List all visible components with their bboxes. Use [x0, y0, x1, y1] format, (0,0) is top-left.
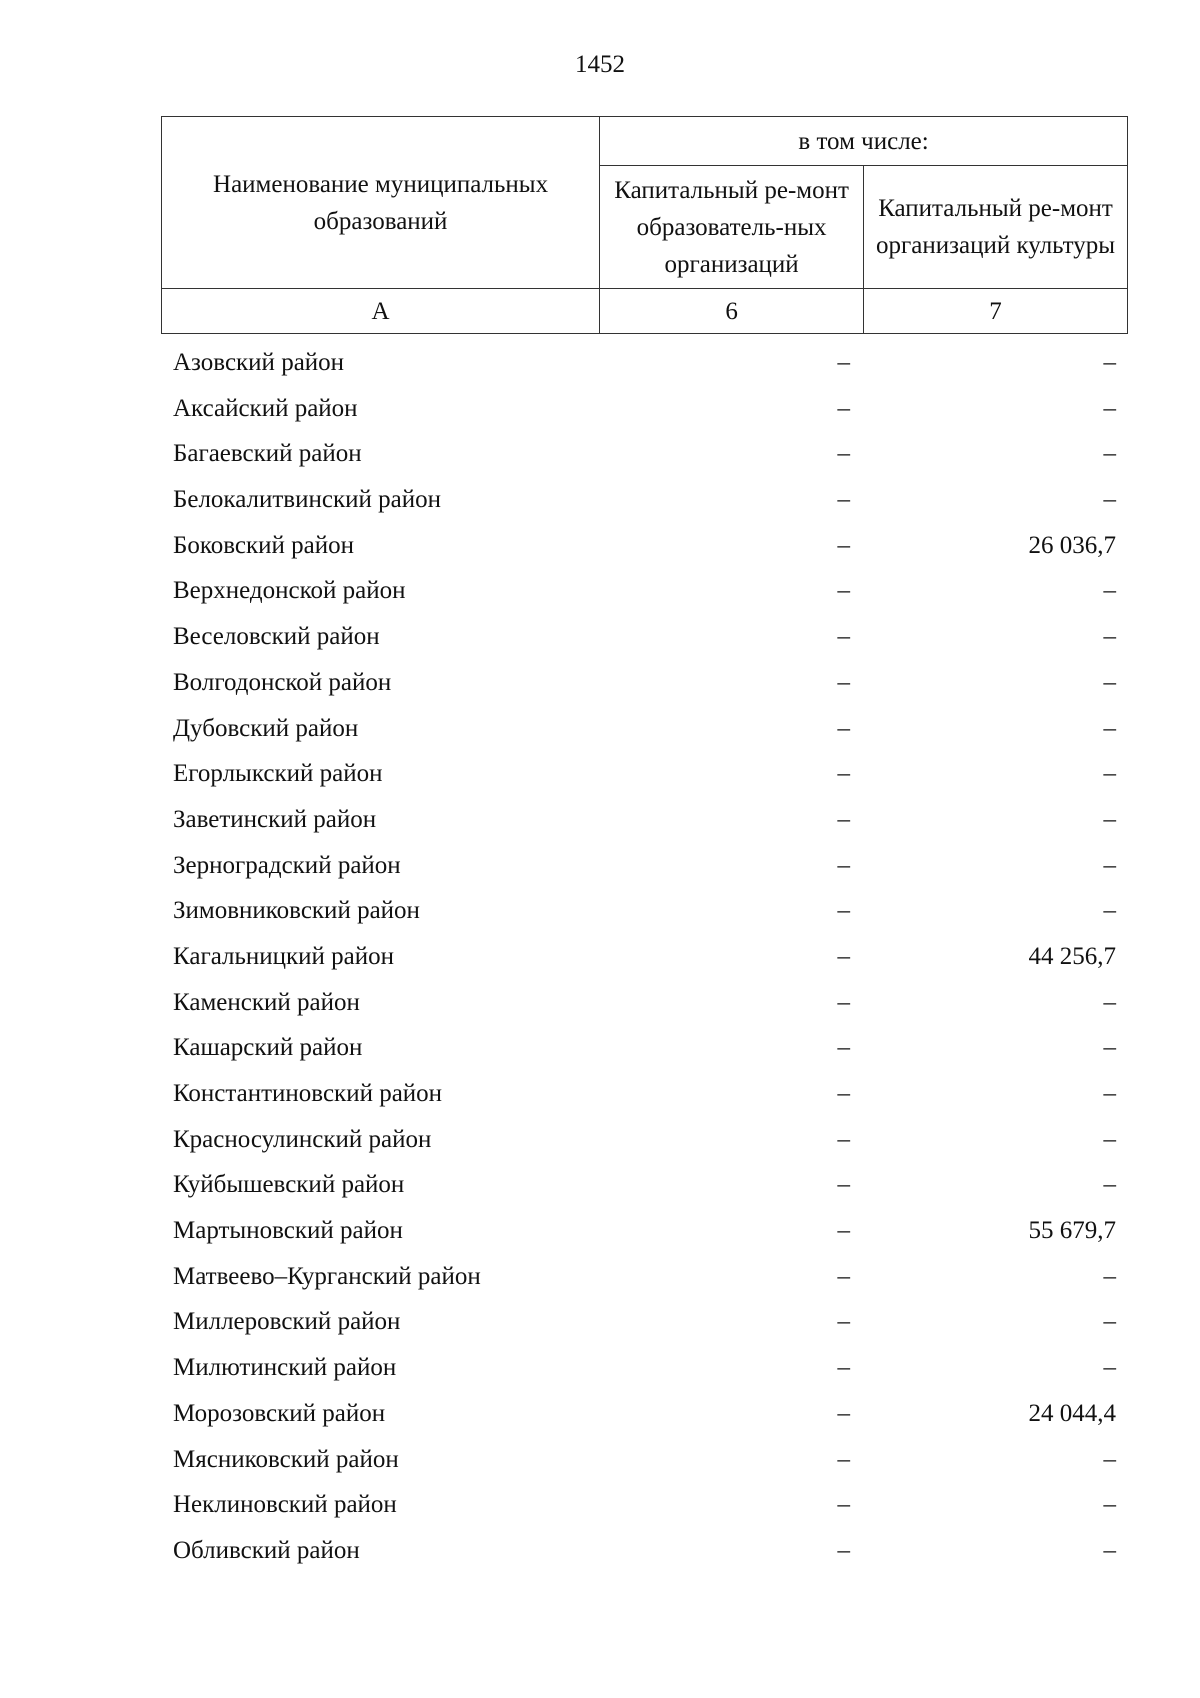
- municipality-name: Боковский район: [173, 531, 354, 559]
- table-row: [161, 340, 1128, 386]
- culture-repair-value: 44 256,7: [1028, 942, 1116, 970]
- education-repair-value: –: [837, 440, 850, 468]
- municipality-name: Волгодонской район: [173, 668, 392, 696]
- culture-repair-value: –: [1103, 1491, 1116, 1519]
- culture-repair-value: –: [1103, 897, 1116, 925]
- municipality-name: Верхнедонской район: [173, 577, 406, 605]
- education-repair-value: –: [837, 1491, 850, 1519]
- header-col6-education-repair: Капитальный ре-монт образователь-ных организаций: [600, 166, 864, 289]
- municipality-name: Куйбышевский район: [173, 1171, 405, 1199]
- table-row: [161, 1071, 1128, 1117]
- culture-repair-value: –: [1103, 1354, 1116, 1382]
- education-repair-value: –: [837, 1308, 850, 1336]
- culture-repair-value: –: [1103, 1080, 1116, 1107]
- table-row: [161, 706, 1128, 752]
- education-repair-value: –: [837, 1445, 850, 1473]
- education-repair-value: –: [837, 851, 850, 879]
- culture-repair-value: –: [1103, 349, 1116, 376]
- municipality-name: Зимовниковский район: [173, 897, 420, 925]
- page-number: 1452: [575, 51, 625, 78]
- culture-repair-value: –: [1103, 805, 1116, 833]
- culture-repair-value: –: [1103, 1536, 1116, 1564]
- table-body: [161, 340, 1128, 1574]
- table-row: [161, 660, 1128, 706]
- education-repair-value: –: [837, 988, 850, 1016]
- culture-repair-value: –: [1103, 1034, 1116, 1062]
- culture-repair-value: –: [1103, 440, 1116, 468]
- municipality-name: Белокалитвинский район: [173, 486, 441, 514]
- education-repair-value: –: [837, 760, 850, 788]
- municipality-name: Матвеево–Курганский район: [173, 1262, 481, 1290]
- table-row: [161, 934, 1128, 980]
- education-repair-value: –: [837, 897, 850, 925]
- education-repair-value: –: [837, 1034, 850, 1062]
- culture-repair-value: –: [1103, 1171, 1116, 1199]
- culture-repair-value: 24 044,4: [1028, 1399, 1116, 1427]
- table-row: [161, 1528, 1128, 1574]
- table-row: [161, 751, 1128, 797]
- municipality-name: Мясниковский район: [173, 1445, 399, 1473]
- education-repair-value: –: [837, 668, 850, 696]
- table-row: [161, 1437, 1128, 1483]
- culture-repair-value: –: [1103, 1308, 1116, 1336]
- table-row: [161, 1208, 1128, 1254]
- header-col7-culture-repair: Капитальный ре-монт организаций культуры: [864, 166, 1128, 289]
- table-row: [161, 431, 1128, 477]
- culture-repair-value: –: [1103, 394, 1116, 422]
- municipality-name: Егорлыкский район: [173, 760, 383, 788]
- municipality-name: Милютинский район: [173, 1354, 397, 1382]
- municipality-name: Заветинский район: [173, 805, 377, 833]
- table-row: [161, 1025, 1128, 1071]
- municipality-name: Каменский район: [173, 988, 360, 1016]
- education-repair-value: –: [837, 805, 850, 833]
- table-row: [161, 980, 1128, 1026]
- culture-repair-value: –: [1103, 1445, 1116, 1473]
- education-repair-value: –: [837, 1262, 850, 1290]
- education-repair-value: –: [837, 1399, 850, 1427]
- header-name-column: Наименование муниципальных образований: [162, 117, 600, 289]
- culture-repair-value: –: [1103, 668, 1116, 696]
- education-repair-value: –: [837, 942, 850, 970]
- education-repair-value: –: [837, 1171, 850, 1199]
- culture-repair-value: –: [1103, 577, 1116, 605]
- municipality-name: Морозовский район: [173, 1399, 386, 1427]
- education-repair-value: –: [837, 577, 850, 605]
- municipality-name: Веселовский район: [173, 623, 380, 651]
- municipality-name: Красносулинский район: [173, 1125, 432, 1153]
- table-row: [161, 1162, 1128, 1208]
- header-group-including: в том числе:: [600, 117, 1128, 166]
- table-row: [161, 1345, 1128, 1391]
- municipality-name: Обливский район: [173, 1536, 360, 1564]
- table-row: [161, 386, 1128, 432]
- table-row: [161, 1254, 1128, 1300]
- municipality-name: Багаевский район: [173, 440, 362, 468]
- header-col-a-number: А: [162, 289, 600, 334]
- table-row: [161, 477, 1128, 523]
- municipality-name: Аксайский район: [173, 394, 358, 422]
- table-header: [161, 116, 1128, 334]
- municipality-name: Зерноградский район: [173, 851, 401, 879]
- municipality-name: Мартыновский район: [173, 1217, 403, 1245]
- culture-repair-value: –: [1103, 486, 1116, 514]
- culture-repair-value: 55 679,7: [1028, 1217, 1116, 1245]
- table-row: [161, 1391, 1128, 1437]
- education-repair-value: –: [837, 486, 850, 514]
- education-repair-value: –: [837, 1536, 850, 1564]
- education-repair-value: –: [837, 714, 850, 742]
- municipality-name: Азовский район: [173, 349, 345, 376]
- culture-repair-value: –: [1103, 851, 1116, 879]
- municipality-name: Дубовский район: [173, 714, 359, 742]
- municipality-name: Неклиновский район: [173, 1491, 397, 1519]
- municipality-name: Константиновский район: [173, 1080, 443, 1107]
- table-row: [161, 843, 1128, 889]
- culture-repair-value: –: [1103, 1262, 1116, 1290]
- education-repair-value: –: [837, 349, 850, 376]
- culture-repair-value: –: [1103, 714, 1116, 742]
- table-row: [161, 1299, 1128, 1345]
- table-row: [161, 523, 1128, 569]
- culture-repair-value: –: [1103, 988, 1116, 1016]
- municipality-name: Миллеровский район: [173, 1308, 401, 1336]
- culture-repair-value: –: [1103, 623, 1116, 651]
- table-row: [161, 614, 1128, 660]
- culture-repair-value: –: [1103, 760, 1116, 788]
- culture-repair-value: –: [1103, 1125, 1116, 1153]
- header-col7-number: 7: [864, 289, 1128, 334]
- culture-repair-value: 26 036,7: [1028, 531, 1116, 559]
- table-row: [161, 1482, 1128, 1528]
- header-col6-number: 6: [600, 289, 864, 334]
- table-row: [161, 888, 1128, 934]
- municipality-name: Кашарский район: [173, 1034, 363, 1062]
- education-repair-value: –: [837, 1217, 850, 1245]
- table-row: [161, 797, 1128, 843]
- municipality-name: Кагальницкий район: [173, 942, 395, 970]
- education-repair-value: –: [837, 1080, 850, 1107]
- table-row: [161, 1117, 1128, 1163]
- table-row: [161, 568, 1128, 614]
- education-repair-value: –: [837, 394, 850, 422]
- education-repair-value: –: [837, 1354, 850, 1382]
- education-repair-value: –: [837, 531, 850, 559]
- education-repair-value: –: [837, 623, 850, 651]
- education-repair-value: –: [837, 1125, 850, 1153]
